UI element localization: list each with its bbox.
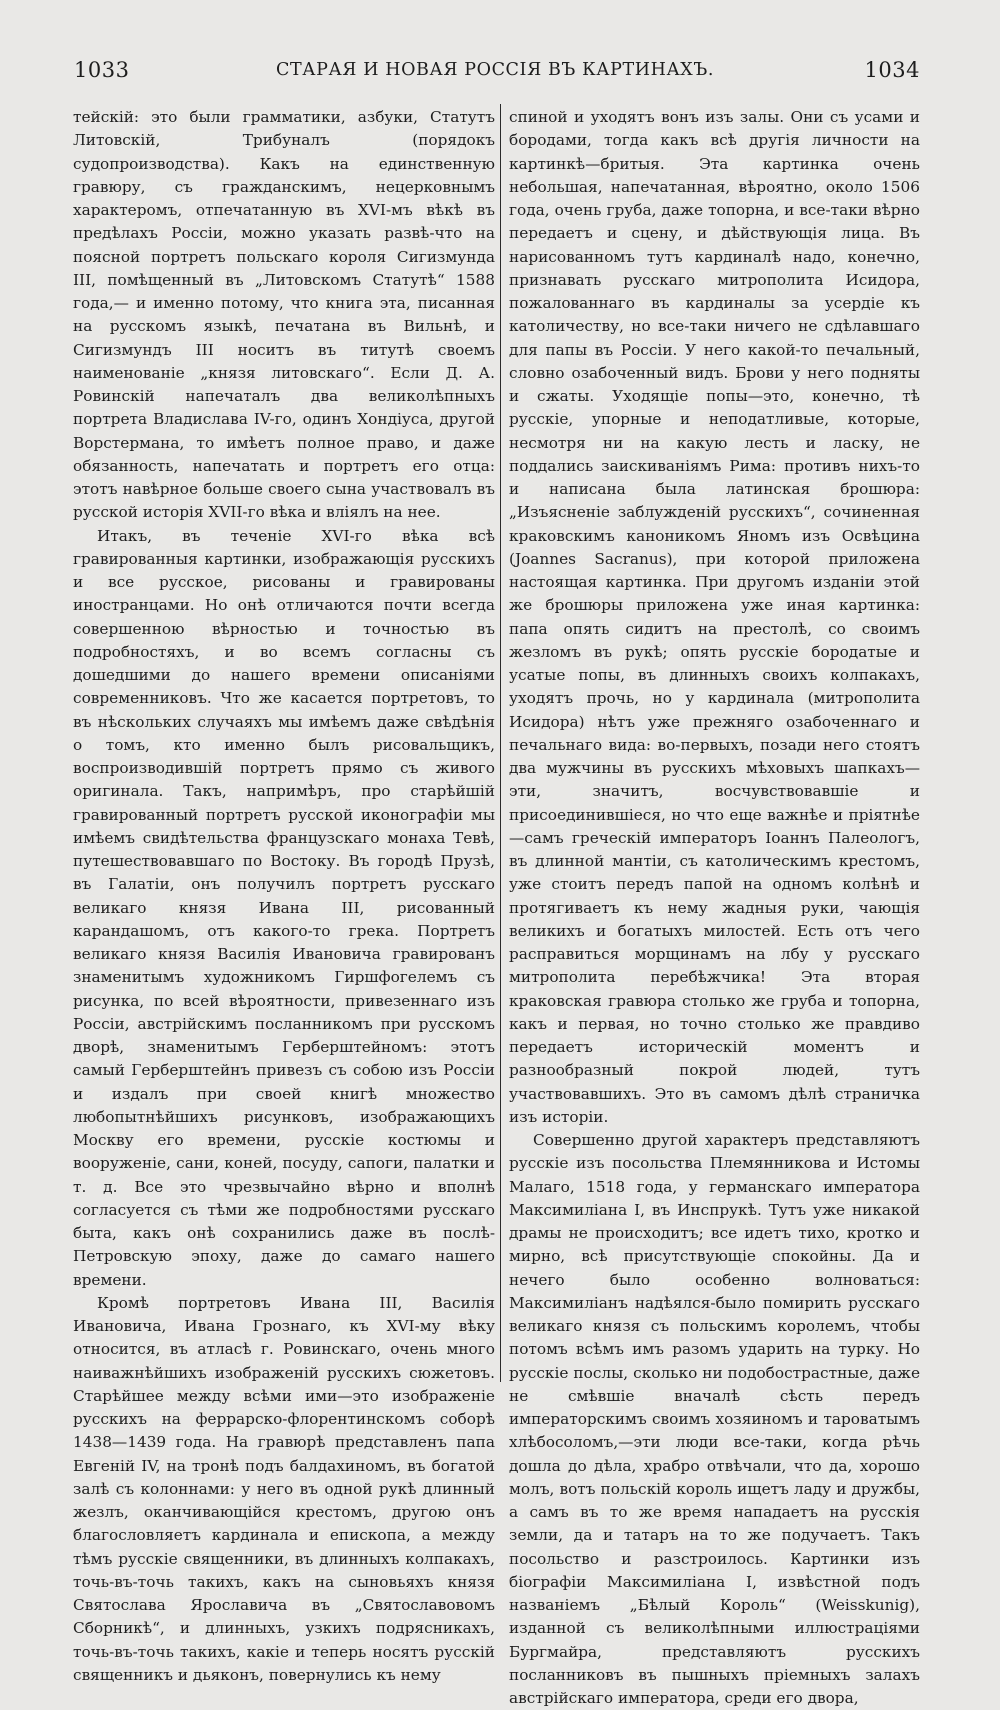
right-paragraph-1: спиной и уходятъ вонъ изъ залы. Они съ усами и бородами, тогда какъ всѣ другія личности на картинкѣ—бритыя. Эта картинка очень небольшая, напечатанная, вѣроятно, около 1506 года, очень груба, даже топорна, и все-таки вѣрно передаетъ и сцену, и дѣйствующія лица. Въ нарисованномъ тутъ кардиналѣ надо, конечно, признавать русскаго митрополита Исидора, пожалованнаго въ кардиналы за усердіе къ католичеству, но все-таки ничего не сдѣлавшаго для папы въ Россіи. У него какой-то печальный, словно озабоченный видъ. Брови у него подняты и сжаты. Уходящіе попы—это, конечно, тѣ русскіе, упорные и неподатливые, которые, несмотря ни на какую лесть и ласку, не поддались заискиваніямъ Рима: противъ нихъ-то и написана была латинская брошюра: „Изъясненіе заблужденій русскихъ“, сочиненная краковскимъ каноникомъ Яномъ изъ Освѣцина (Joannes Sacranus), при которой приложена настоящая картинка. При другомъ изданіи этой же брошюры приложена уже иная картинка: папа опять сидитъ на престолѣ, со своимъ жезломъ въ рукѣ; опять русскіе бородатые и усатые попы, въ длинныхъ своихъ колпакахъ, уходятъ прочь, но у кардинала (митрополита Исидора) нѣтъ уже прежняго озабоченнаго и печальнаго вида: во-первыхъ, позади него стоятъ два мужчины въ русскихъ мѣховыхъ шапкахъ—эти, значитъ, восчувствовавшіе и присоединившіеся, но что еще важнѣе и пріятнѣе—самъ греческій императоръ Іоаннъ Палеологъ, въ длинной мантіи, съ католическимъ крестомъ, уже стоитъ передъ папой на одномъ колѣнѣ и протягиваетъ къ нему жадныя руки, чающія великихъ и богатыхъ милостей. Есть отъ чего расправиться морщинамъ на лбу у русскаго митрополита перебѣжчика! Эта вторая краковская гравюра столько же груба и топорна, какъ и первая, но точно столько же правдиво передаетъ историческій моментъ и разнообразный покрой людей, тутъ участвовавшихъ. Это въ самомъ дѣлѣ страничка изъ исторіи. (509, 108, 920, 1126)
right-paragraph-2: Совершенно другой характеръ представляютъ русскіе изъ посольства Племянникова и Истомы Малаго, 1518 года, у германскаго императора Максимиліана I, въ Инспрукѣ. Тутъ уже никакой драмы не происходитъ; все идетъ тихо, кротко и мирно, всѣ присутствующіе спокойны. Да и нечего было особенно волноваться: Максимиліанъ надѣялся-было помирить русскаго великаго князя съ польскимъ королемъ, чтобы потомъ всѣмъ имъ разомъ ударить на турку. Но русскіе послы, сколько ни подобострастные, даже не смѣвшіе вначалѣ сѣсть передъ императорскимъ своимъ хозяиномъ и тароватымъ хлѣбосоломъ,—эти люди все-таки, когда рѣчь дошла до дѣла, храбро отвѣчали, что да, хорошо молъ, вотъ польскій король ищетъ ладу и дружбы, а самъ въ то же время нападаетъ на русскія земли, да и татаръ на то же подучаетъ. Такъ посольство и разстроилось. Картинки изъ біографіи Максимиліана I, извѣстной подъ названіемъ „Бѣлый Король“ (Weisskunig), изданной съ великолѣпными иллюстраціями Бургмайра, представляютъ русскихъ посланниковъ въ пышныхъ пріемныхъ залахъ австрійскаго императора, среди его двора, (509, 1131, 920, 1707)
column-divider (500, 104, 501, 1382)
page-number-right: 1034 (864, 58, 920, 82)
left-paragraph-3: Кромѣ портретовъ Ивана III, Василія Ивановича, Ивана Грознаго, къ XVI-му вѣку относится, въ атласѣ г. Ровинскаго, очень много наиважнѣйшихъ изображеній русскихъ сюжетовъ. Старѣйшее между всѣми ими—это изображеніе русскихъ на феррарско-флорентинскомъ соборѣ 1438—1439 года. На гравюрѣ представленъ папа Евгеній IV, на тронѣ подъ балдахиномъ, въ богатой залѣ съ колоннами: у него въ одной рукѣ длинный жезлъ, оканчивающійся крестомъ, другою онъ благословляетъ кардинала и епископа, а между тѣмъ русскіе священники, въ длинныхъ колпакахъ, точь-въ-точь такихъ, какъ на сыновьяхъ князя Святослава Ярославича въ „Святославовомъ Сборникѣ“, и длинныхъ, узкихъ подрясникахъ, точь-въ-точь такихъ, какіе и теперь носятъ русскій священникъ и дьяконъ, повернулись къ нему (73, 1293, 495, 1684)
page-header (70, 58, 920, 88)
right-column (509, 106, 920, 1710)
left-paragraph-1: тейскій: это были грамматики, азбуки, Статутъ Литовскій, Трибуналъ (порядокъ судопроизводства). Какъ на единственную гравюру, съ гражданскимъ, нецерковнымъ характеромъ, отпечатанную въ XVI-мъ вѣкѣ въ предѣлахъ Россіи, можно указать развѣ-что на поясной портретъ польскаго короля Сигизмунда III, помѣщенный въ „Литовскомъ Статутѣ“ 1588 года,— и именно потому, что книга эта, писанная на русскомъ языкѣ, печатана въ Вильнѣ, и Сигизмундъ III носитъ въ титутѣ своемъ наименованіе „князя литовскаго“. Если Д. А. Ровинскій напечаталъ два великолѣпныхъ портрета Владислава IV-го, одинъ Хондіуса, другой Ворстермана, то имѣетъ полное право, и даже обязанность, напечатать и портретъ его отца: этотъ навѣрное больше своего сына участвовалъ въ русской исторія XVII-го вѣка и вліялъ на нее. (73, 108, 495, 522)
left-paragraph-2: Итакъ, въ теченіе XVI-го вѣка всѣ гравированныя картинки, изображающія русскихъ и все русское, рисованы и гравированы иностранцами. Но онѣ отличаются почти всегда совершенною вѣрностью и точностью въ подробностяхъ, и во всемъ согласны съ дошедшими до нашего времени описаніями современниковъ. Что же касается портретовъ, то въ нѣскольких случаяхъ мы имѣемъ даже свѣдѣнія о томъ, кто именно былъ рисовальщикъ, воспроизводившій портретъ прямо съ живого оригинала. Такъ, напримѣръ, про старѣйшій гравированный портретъ русской иконографіи мы имѣемъ свидѣтельства французскаго монаха Тевѣ, путешествовавшаго по Востоку. Въ городѣ Прузѣ, въ Галатіи, онъ получилъ портретъ русскаго великаго князя Ивана III, рисованный карандашомъ, отъ какого-то грека. Портретъ великаго князя Василія Ивановича гравированъ знаменитымъ художникомъ Гиршфогелемъ съ рисунка, по всей вѣроятности, привезеннаго изъ Россіи, австрійскимъ посланникомъ при русскомъ дворѣ, знаменитымъ Герберштейномъ: этотъ самый Герберштейнъ привезъ съ собою изъ Россіи и издалъ при своей книгѣ множество любопытнѣйшихъ рисунковъ, изображающихъ Москву его времени, русскіе костюмы и вооруженіе, сани, коней, посуду, сапоги, палатки и т. д. Все это чрезвычайно вѣрно и вполнѣ согласуется съ тѣми же подробностями русскаго быта, какъ онѣ сохранились даже въ послѣ-Петровскую эпоху, даже до самаго нашего времени. (73, 526, 495, 1289)
left-column (73, 106, 495, 1687)
running-title: СТАРАЯ И НОВАЯ РОССІЯ ВЪ КАРТИНАХЪ. (275, 60, 715, 80)
page-number-left: 1033 (74, 58, 130, 82)
